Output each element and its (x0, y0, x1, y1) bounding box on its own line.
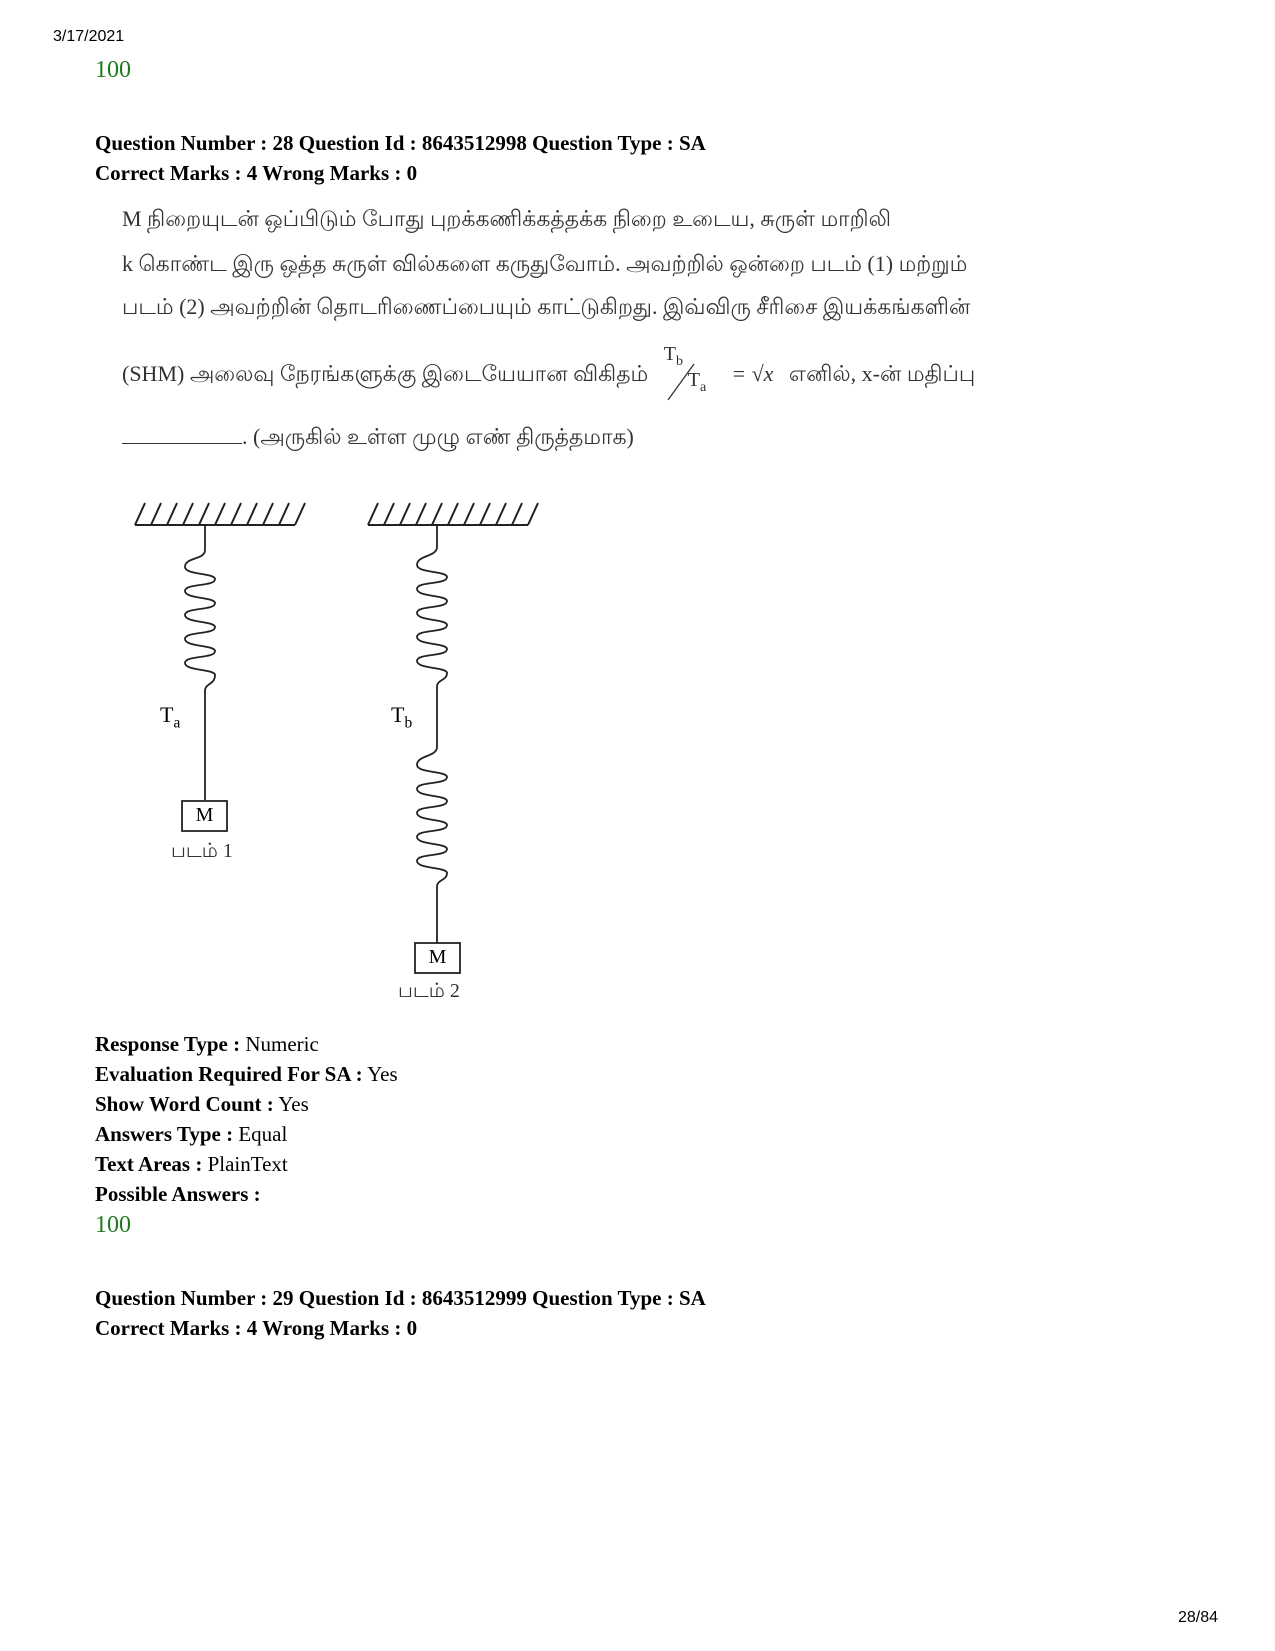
q28-text-line-5 (122, 424, 1132, 453)
mass-label-2: M (428, 946, 447, 968)
ratio-rhs: = √x (731, 361, 774, 386)
figure-caption-2: படம் 2 (398, 980, 460, 1002)
spring-1 (185, 525, 215, 800)
evaluation-required: Evaluation Required For SA : Yes (95, 1062, 398, 1086)
q29-marks: Correct Marks : 4 Wrong Marks : 0 (95, 1316, 418, 1340)
possible-answer-value: 100 (95, 1212, 131, 1238)
answer-blank (122, 442, 242, 444)
q28-header: Question Number : 28 Question Id : 8643512998 Question Type : SA (95, 131, 706, 155)
label-tb: $T_b$ (391, 702, 413, 732)
ratio-numerator: $T_b$ (663, 342, 683, 369)
label-ta: $T_a$ (160, 702, 181, 732)
q28-text-line-4-start: (SHM) அலைவு நேரங்களுக்கு இடையேயான விகிதம் (122, 361, 649, 386)
q28-marks: Correct Marks : 4 Wrong Marks : 0 (95, 161, 418, 185)
q28-text-line-4-end: எனில், x-ன் மதிப்பு (788, 361, 976, 386)
previous-answer: 100 (95, 57, 131, 83)
q28-text-line-3: படம் (2) அவற்றின் தொடரிணைப்பையும் காட்டுகிறது. இவ்விரு சீரிசை இயக்கங்களின் (122, 294, 971, 319)
spring-2-upper (417, 525, 447, 747)
ratio-denominator: $T_a$ (687, 368, 707, 395)
q29-header: Question Number : 29 Question Id : 8643512999 Question Type : SA (95, 1286, 706, 1310)
print-date: 3/17/2021 (53, 28, 125, 45)
spring-2-lower (417, 747, 447, 943)
answers-type: Answers Type : Equal (95, 1122, 288, 1146)
figure-caption-1: படம் 1 (171, 840, 233, 862)
ratio-fraction (654, 342, 726, 402)
ceiling-2 (368, 503, 538, 525)
response-type: Response Type : Numeric (95, 1032, 319, 1056)
show-word-count: Show Word Count : Yes (95, 1092, 309, 1116)
page-number: 28/84 (1178, 1609, 1219, 1626)
text-areas: Text Areas : PlainText (95, 1152, 288, 1176)
possible-answers-label: Possible Answers : (95, 1182, 261, 1206)
ceiling-1 (135, 503, 305, 525)
q28-text-line-5-text: . (அருகில் உள்ள முழு எண் திருத்தமாக) (242, 424, 634, 449)
q28-text-line-1: M நிறையுடன் ஒப்பிடும் போது புறக்கணிக்கத்தக்க நிறை உடைய, சுருள் மாறிலி (122, 206, 892, 231)
q28-text-line-2: k கொண்ட இரு ஒத்த சுருள் வில்களை கருதுவோம். அவற்றில் ஒன்றை படம் (1) மற்றும் (122, 251, 968, 276)
spring-figure (120, 495, 560, 1015)
mass-label-1: M (195, 804, 214, 826)
q28-text-line-4 (122, 342, 1132, 402)
